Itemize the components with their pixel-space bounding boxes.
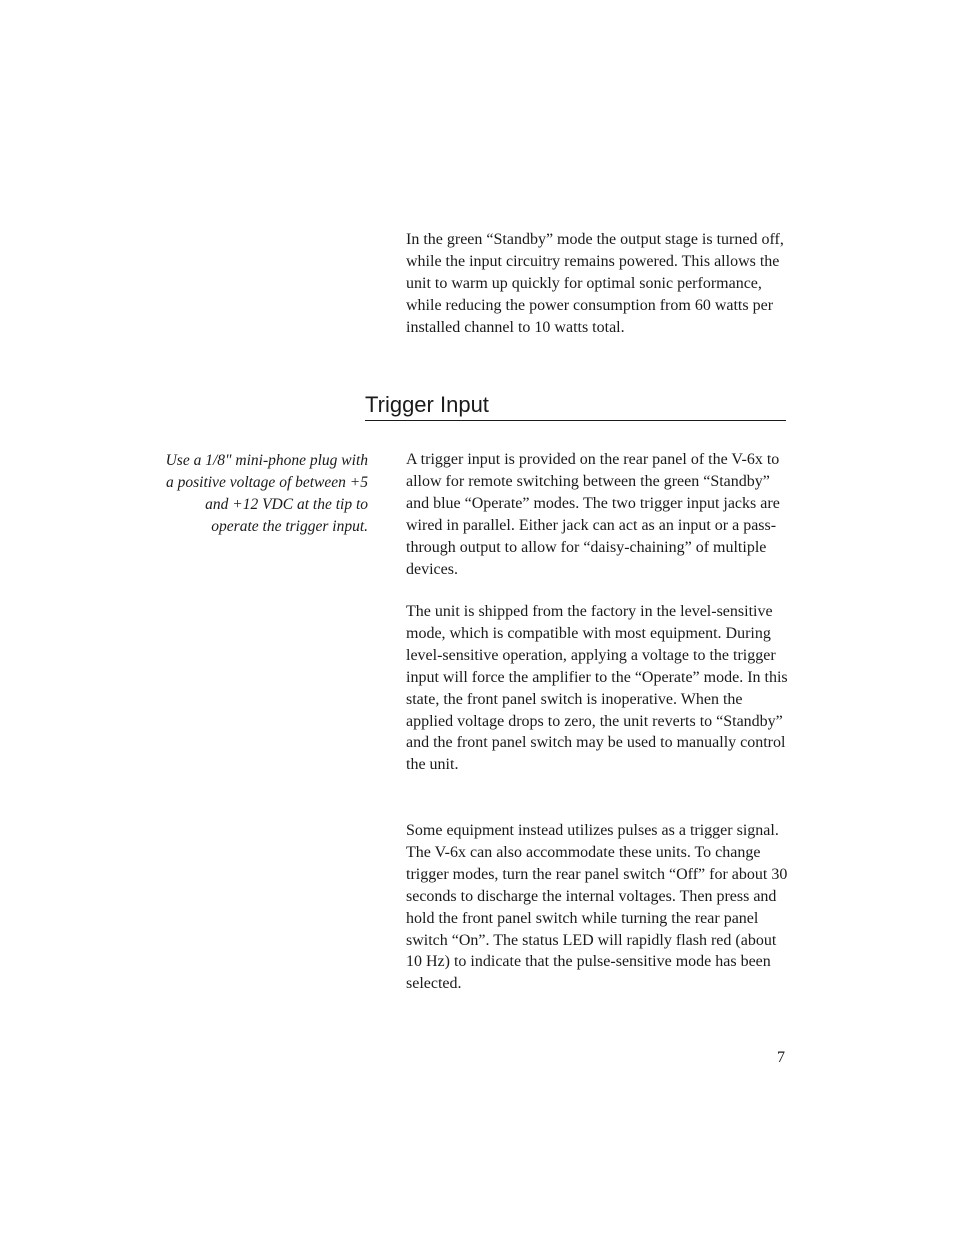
paragraph-trigger-overview: A trigger input is provided on the rear panel of the V-6x to allow for remote switching between the green “Standby” and blue “Operate” modes. The two trigger input jacks are wired in parallel. Either jack can act as an input or a pass-through output to allow for “daisy-chaining” of multiple devices. [406, 451, 780, 578]
paragraph-level-sensitive: The unit is shipped from the factory in the level-sensitive mode, which is compatible with most equipment. During level-sensitive operation, applying a voltage to the trigger input will force the amplifier to the “Operate” mode. In this state, the front panel switch is inoperative. When the applied voltage drops to zero, the unit reverts to “Standby” and the front panel switch may be used to manually control the unit. [406, 603, 788, 774]
section-heading: Trigger Input [365, 390, 786, 421]
page-number: 7 [777, 1049, 785, 1066]
intro-paragraph: In the green “Standby” mode the output stage is turned off, while the input circuitry remains powered. This allows the unit to warm up quickly for optimal sonic performance, while reducing the power consumption from 60 watts per installed channel to 10 watts total. [406, 231, 784, 336]
paragraph-pulse-sensitive: Some equipment instead utilizes pulses as a trigger signal. The V-6x can also accommodate these units. To change trigger modes, turn the rear panel switch “Off” for about 30 seconds to discharge the internal voltages. Then press and hold the front panel switch while turning the rear panel switch “On”. The status LED will rapidly flash red (about 10 Hz) to indicate that the pulse-sensitive mode has been selected. [406, 822, 788, 993]
sidenote: Use a 1/8" mini-phone plug with a positive voltage of between +5 and +12 VDC at the tip to operate the trigger input. [165, 452, 368, 535]
